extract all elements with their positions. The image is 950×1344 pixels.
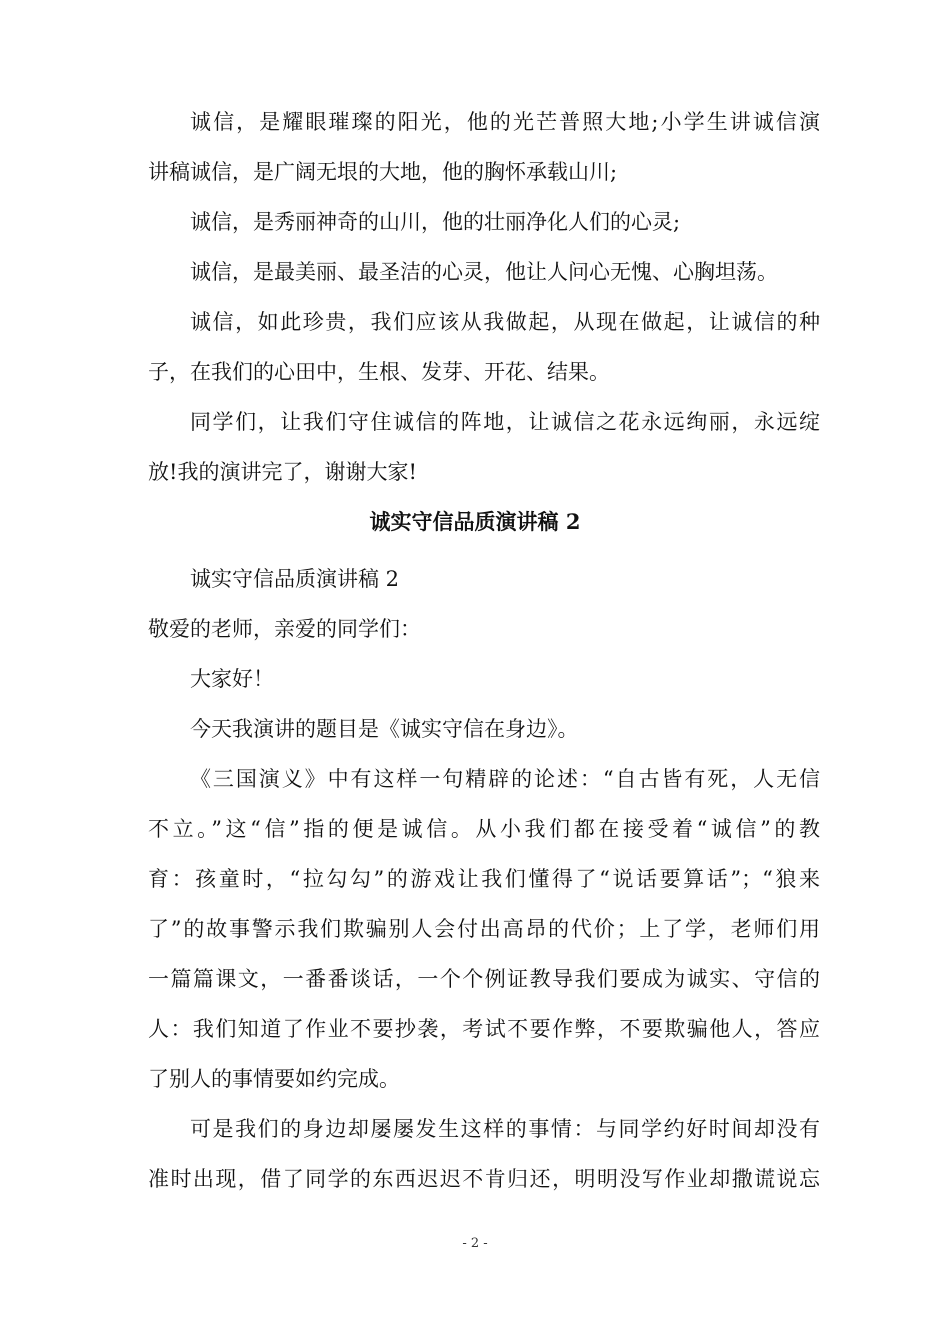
body-text-line: 今天我演讲的题目是《诚实守信在身边》。 bbox=[190, 717, 579, 741]
page-number: - 2 - bbox=[462, 1236, 488, 1251]
body-text-line: 同学们，让我们守住诚信的阵地，让诚信之花永远绚丽，永远绽 bbox=[190, 410, 820, 434]
body-text-line: 诚信，是最美丽、最圣洁的心灵，他让人问心无愧、心胸坦荡。 bbox=[190, 260, 778, 284]
section-heading: 诚实守信品质演讲稿 2 bbox=[369, 509, 581, 534]
greeting-line: 大家好！ bbox=[190, 667, 274, 691]
body-text-line: 诚信，是耀眼璀璨的阳光，他的光芒普照大地;小学生讲诚信演 bbox=[190, 110, 820, 134]
body-text-line: 子，在我们的心田中，生根、发芽、开花、结果。 bbox=[148, 360, 610, 384]
salutation-line: 敬爱的老师，亲爱的同学们： bbox=[148, 617, 421, 641]
body-text-line: 《三国演义》中有这样一句精辟的论述：“自古皆有死，人无信 bbox=[190, 767, 820, 791]
body-text-line: 可是我们的身边却屡屡发生这样的事情：与同学约好时间却没有 bbox=[190, 1117, 820, 1141]
body-text-line: 人：我们知道了作业不要抄袭，考试不要作弊，不要欺骗他人，答应 bbox=[148, 1017, 820, 1041]
body-text-line: 放!我的演讲完了，谢谢大家! bbox=[148, 460, 417, 484]
body-text-line: 讲稿诚信，是广阔无垠的大地，他的胸怀承载山川; bbox=[148, 160, 618, 184]
body-text-line: 了别人的事情要如约完成。 bbox=[148, 1067, 400, 1091]
body-text-line: 诚信，是秀丽神奇的山川，他的壮丽净化人们的心灵; bbox=[190, 210, 681, 234]
body-text-line: 准时出现，借了同学的东西迟迟不肯归还，明明没写作业却撒谎说忘 bbox=[148, 1167, 820, 1191]
body-text-line: 了”的故事警示我们欺骗别人会付出高昂的代价；上了学，老师们用 bbox=[148, 917, 820, 941]
body-text-line: 诚信，如此珍贵，我们应该从我做起，从现在做起，让诚信的种 bbox=[190, 310, 820, 334]
body-text-line: 育：孩童时，“拉勾勾”的游戏让我们懂得了“说话要算话”；“狼来 bbox=[148, 867, 820, 891]
body-text-line: 不立。”这“信”指的便是诚信。从小我们都在接受着“诚信”的教 bbox=[148, 817, 820, 841]
subtitle-line: 诚实守信品质演讲稿 2 bbox=[190, 567, 400, 591]
body-text-line: 一篇篇课文，一番番谈话，一个个例证教导我们要成为诚实、守信的 bbox=[148, 967, 820, 991]
